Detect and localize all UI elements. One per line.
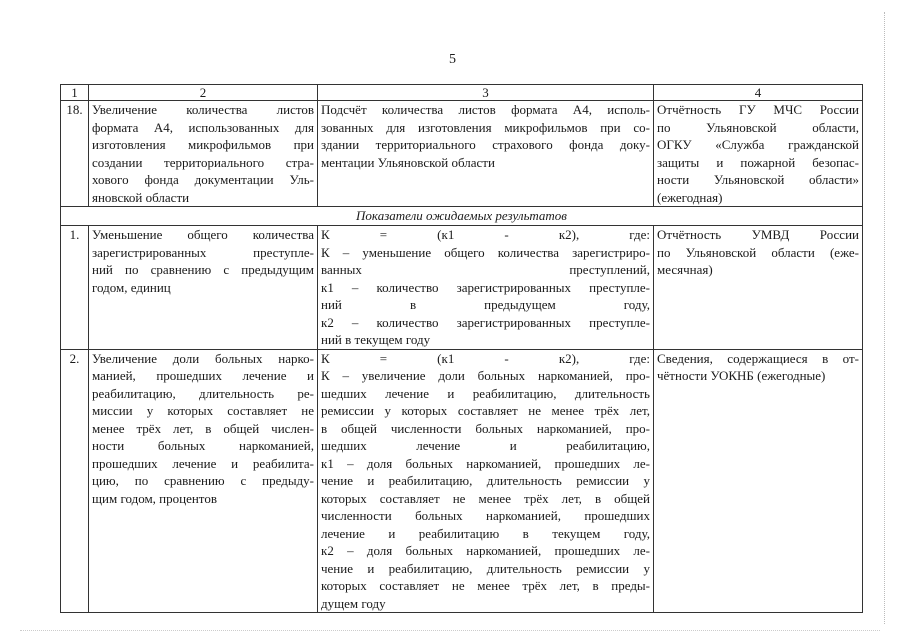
cell-text-line: к1 – количество зарегистрированных преступле- [321,279,650,295]
indicator-cell [89,101,318,207]
cell-text-line: здании территориального страхового фонда доку- [321,137,650,152]
cell-text-line: которых составляет не менее трёх лет, в общей [321,490,650,506]
page-number: 5 [449,52,456,67]
cell-text-line: Уменьшение общего количества [92,227,314,242]
scan-edge-mark [884,12,891,624]
cell-text-line: К = (к1 - к2), где: [321,227,650,242]
row-number: 18. [61,101,89,207]
source-cell [654,226,863,350]
cell-text-line: к1 – доля больных наркоманией, прошедших ле- [321,455,650,471]
cell-text-line: прошедших лечение и реабилита- [92,455,314,471]
cell-text-line: цию, по сравнению с предыду- [92,473,314,488]
cell-text-line: манией, прошедших лечение и [92,368,314,383]
cell-text-line: ремиссии у которых составляет не менее трёх лет, [321,403,650,418]
cell-text-line: зованных для изготовления микрофильмов при со- [321,119,650,135]
cell-text-line: формата А4, использованных для [92,119,314,135]
cell-text-line: зарегистрированных преступле- [92,244,314,260]
cell-text-line: К – уменьшение общего количества зарегистриро- [321,244,650,260]
section-header-row [61,207,863,226]
column-header-1: 1 [61,85,89,101]
cell-text-line: Отчётность УМВД России [657,227,859,242]
cell-text-line: чётности УОКНБ (ежегодные) [657,368,826,383]
cell-text-line: по Ульяновской области (еже- [657,244,859,260]
method-cell [318,226,654,350]
indicators-table [60,84,863,613]
column-header-4: 4 [654,85,863,101]
cell-text-line: Отчётность ГУ МЧС России [657,102,859,117]
table-row [61,349,863,613]
scan-bottom-mark [20,630,880,632]
cell-text-line: К = (к1 - к2), где: [321,350,650,366]
source-cell [654,349,863,613]
indicator-cell [89,349,318,613]
table-row [61,101,863,207]
cell-text-line: Увеличение количества листов [92,102,314,117]
row-number: 2. [61,349,89,613]
row-number: 1. [61,226,89,350]
cell-text-line: Увеличение доли больных нарко- [92,350,314,366]
cell-text-line: численности больных наркоманией, прошедших [321,508,650,523]
table-row [61,226,863,350]
cell-text-line: защиты и пожарной безопас- [657,154,859,170]
cell-text-line: лечение и реабилитацию в текущем году, [321,525,650,541]
column-header-3: 3 [318,85,654,101]
cell-text-line: чение и реабилитацию, длительность ремиссии у [321,473,650,488]
cell-text-line: к2 – доля больных наркоманией, прошедших ле- [321,543,650,558]
cell-text-line: Подсчёт количества листов формата А4, исполь- [321,102,650,117]
cell-text-line: ний в предыдущем году, [321,297,650,312]
cell-text-line: по Ульяновской области, [657,119,859,135]
cell-text-line: ний в текущем году [321,332,431,347]
column-header-2: 2 [89,85,318,101]
cell-text-line: менее трёх лет, в общей числен- [92,420,314,436]
cell-text-line: ний по сравнению с предыдущим [92,262,314,277]
cell-text-line: К – увеличение доли больных наркоманией, про- [321,368,650,383]
cell-text-line: ОГКУ «Служба гражданской [657,137,859,152]
method-cell [318,101,654,207]
cell-text-line: щим годом, процентов [92,490,217,506]
cell-text-line: месячная) [657,262,713,277]
cell-text-line: к2 – количество зарегистрированных преступле- [321,314,650,330]
cell-text-line: изготовления микрофильмов при [92,137,314,152]
cell-text-line: шедших лечение и реабилитацию, длительность [321,385,650,401]
section-title: Показатели ожидаемых результатов [61,207,863,226]
cell-text-line: (ежегодная) [657,189,723,205]
cell-text-line: чение и реабилитацию, длительность ремиссии у [321,560,650,576]
cell-text-line: которых составляет не менее трёх лет, в преды- [321,578,650,593]
cell-text-line: ментации Ульяновской области [321,154,495,170]
cell-text-line: ности Ульяновской области» [657,172,859,187]
cell-text-line: хового фонда документации Уль- [92,172,314,187]
cell-text-line: ности больных наркоманией, [92,438,314,453]
source-cell [654,101,863,207]
cell-text-line: годом, единиц [92,279,171,295]
cell-text-line: ванных преступлений, [321,262,650,277]
cell-text-line: реабилитацию, длительность ре- [92,385,314,401]
indicator-cell [89,226,318,350]
cell-text-line: миссии у которых составляет не [92,403,314,418]
cell-text-line: дущем году [321,595,386,611]
method-cell [318,349,654,613]
table-header-row [61,85,863,101]
cell-text-line: создании территориального стра- [92,154,314,170]
cell-text-line: Сведения, содержащиеся в от- [657,350,859,366]
cell-text-line: в общей численности больных наркоманией, про- [321,420,650,436]
cell-text-line: шедших лечение и реабилитацию, [321,438,650,453]
cell-text-line: яновской области [92,189,190,205]
